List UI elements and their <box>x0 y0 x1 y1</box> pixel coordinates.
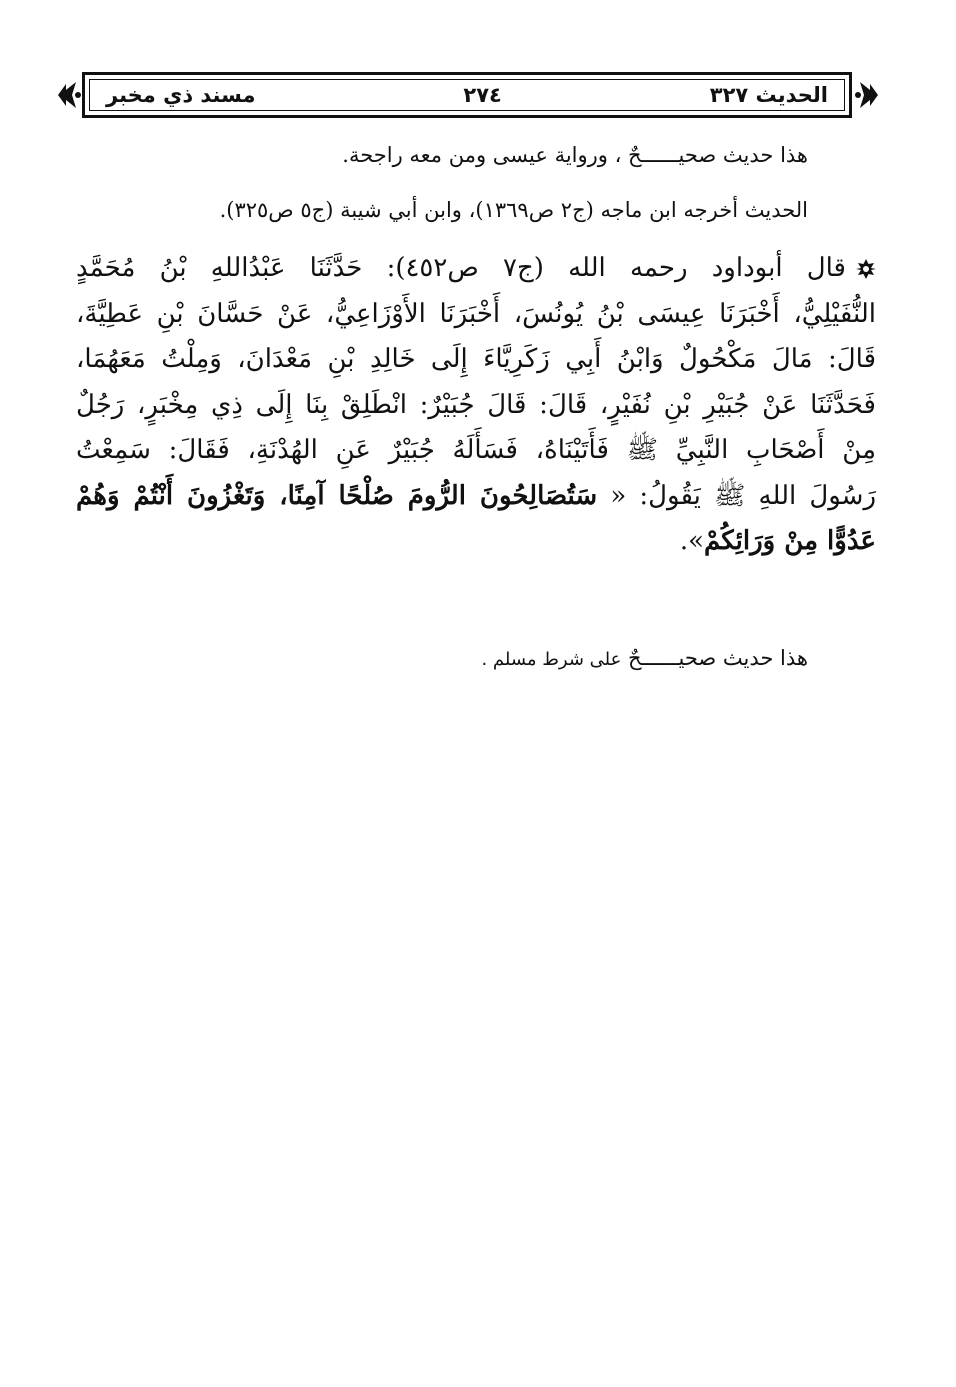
takhrij-note: الحديث أخرجه ابن ماجه (ج٢ ص١٣٦٩)، وابن أبي شيبة (ج٥ ص٣٢٥). <box>219 198 808 222</box>
prophetic-saying-end: عَدُوًّا مِنْ وَرَائِكُمْ <box>704 526 876 556</box>
hadith-line: قَالَ: مَالَ مَكْحُولٌ وَابْنُ أَبِي زَكَرِيَّاءَ إِلَى خَالِدِ بْنِ مَعْدَانَ، وَمِلْتُ مَعَهُمَا، <box>76 344 876 374</box>
final-grading-note: هذا حديث صحيــــــحٌ على شرط مسلم . <box>481 646 808 670</box>
hadith-line: مِنْ أَصْحَابِ النَّبِيِّ ﷺ فَأَتَيْنَاهُ، فَسَأَلَهُ جُبَيْرٌ عَنِ الهُدْنَةِ، فَقَالَ: سَمِعْتُ <box>76 435 876 465</box>
ornament-icon <box>56 78 82 112</box>
hadith-line: فَحَدَّثَنَا عَنْ جُبَيْرِ بْنِ نُفَيْرٍ، قَالَ: قَالَ جُبَيْرٌ: انْطَلِقْ بِنَا إِلَى ذِي مِخْبَرٍ، رَجُلٌ <box>76 389 876 420</box>
page-number: ٢٧٤ <box>463 83 502 107</box>
hadith-line: النُّفَيْلِيُّ، أَخْبَرَنَا عِيسَى بْنُ يُونُسَ، أَخْبَرَنَا الأَوْزَاعِيُّ، عَنْ حَسَّانَ بْنِ عَطِيَّةَ، <box>76 298 876 329</box>
hadith-line: قال أبوداود رحمه الله (ج٧ ص٤٥٢): حَدَّثَنَا عَبْدُاللهِ بْنُ مُحَمَّدٍ <box>76 246 876 292</box>
hadith-text <box>76 246 876 565</box>
hadith-line: رَسُولَ اللهِ ﷺ يَقُولُ: « سَتُصَالِحُونَ الرُّومَ صُلْحًا آمِنًا، وَتَغْزُونَ أَنْتُمْ وَهُمْ <box>76 480 877 511</box>
prophetic-saying: سَتُصَالِحُونَ الرُّومَ صُلْحًا آمِنًا، وَتَغْزُونَ أَنْتُمْ وَهُمْ <box>76 480 598 511</box>
hadith-line: عَدُوًّا مِنْ وَرَائِكُمْ». <box>679 526 876 556</box>
hadith-number: الحديث ٣٢٧ <box>709 83 828 107</box>
grading-note: هذا حديث صحيــــــحٌ ، ورواية عيسى ومن معه راجحة. <box>342 143 808 167</box>
condition-note: على شرط مسلم . <box>481 649 622 670</box>
running-header <box>82 72 852 118</box>
book-title: مسند ذي مخبر <box>106 83 256 107</box>
ornament-icon <box>854 78 880 112</box>
star-ornament-icon <box>856 259 876 279</box>
